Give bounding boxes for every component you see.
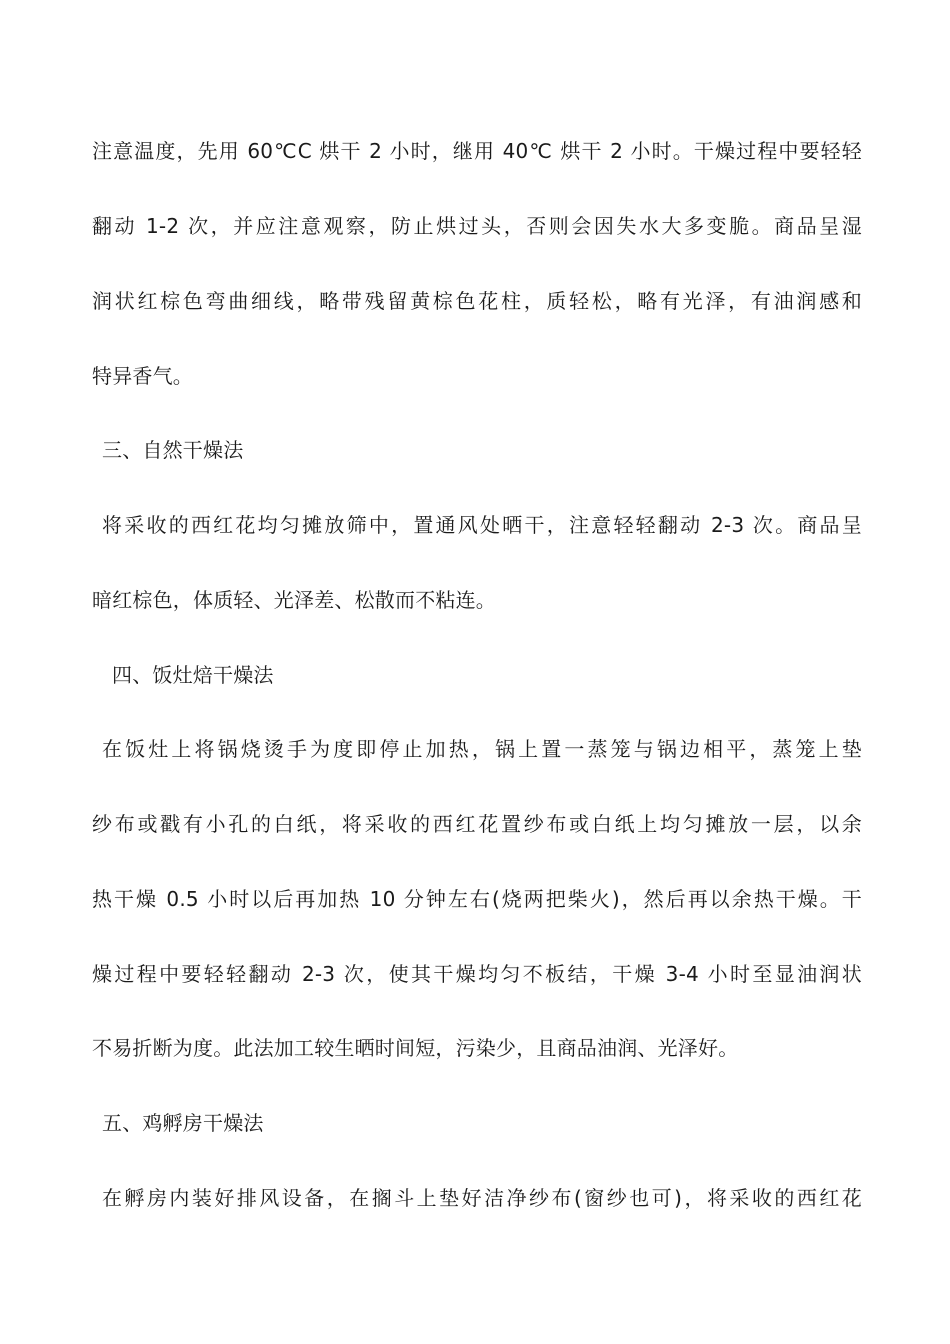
paragraph-line: 暗红棕色，体质轻、光泽差、松散而不粘连。	[92, 588, 496, 612]
paragraph-line: 燥过程中要轻轻翻动 2-3 次，使其干燥均匀不板结，干燥 3-4 小时至显油润状	[92, 962, 862, 986]
paragraph-line: 在孵房内装好排风设备，在搁斗上垫好洁净纱布(窗纱也可)，将采收的西红花	[102, 1186, 862, 1210]
paragraph-line: 在饭灶上将锅烧烫手为度即停止加热，锅上置一蒸笼与锅边相平，蒸笼上垫	[102, 737, 862, 761]
paragraph-line: 不易折断为度。此法加工较生晒时间短，污染少，且商品油润、光泽好。	[92, 1036, 739, 1060]
paragraph-line: 润状红棕色弯曲细线，略带残留黄棕色花柱，质轻松，略有光泽，有油润感和	[92, 289, 862, 313]
paragraph-line: 翻动 1-2 次，并应注意观察，防止烘过头，否则会因失水大多变脆。商品呈湿	[92, 214, 862, 238]
paragraph-line: 特异香气。	[92, 364, 193, 388]
paragraph-line: 纱布或戳有小孔的白纸，将采收的西红花置纱布或白纸上均匀摊放一层，以余	[92, 812, 862, 836]
paragraph-line: 热干燥 0.5 小时以后再加热 10 分钟左右(烧两把柴火)，然后再以余热干燥。干	[92, 887, 862, 911]
paragraph-line: 注意温度，先用 60℃C 烘干 2 小时，继用 40℃ 烘干 2 小时。干燥过程中要轻轻	[92, 139, 862, 163]
section-heading: 三、自然干燥法	[102, 438, 244, 462]
section-heading: 五、鸡孵房干燥法	[102, 1111, 264, 1135]
paragraph-line: 将采收的西红花均匀摊放筛中，置通风处晒干，注意轻轻翻动 2-3 次。商品呈	[102, 513, 862, 537]
section-heading: 四、饭灶焙干燥法	[112, 663, 274, 687]
